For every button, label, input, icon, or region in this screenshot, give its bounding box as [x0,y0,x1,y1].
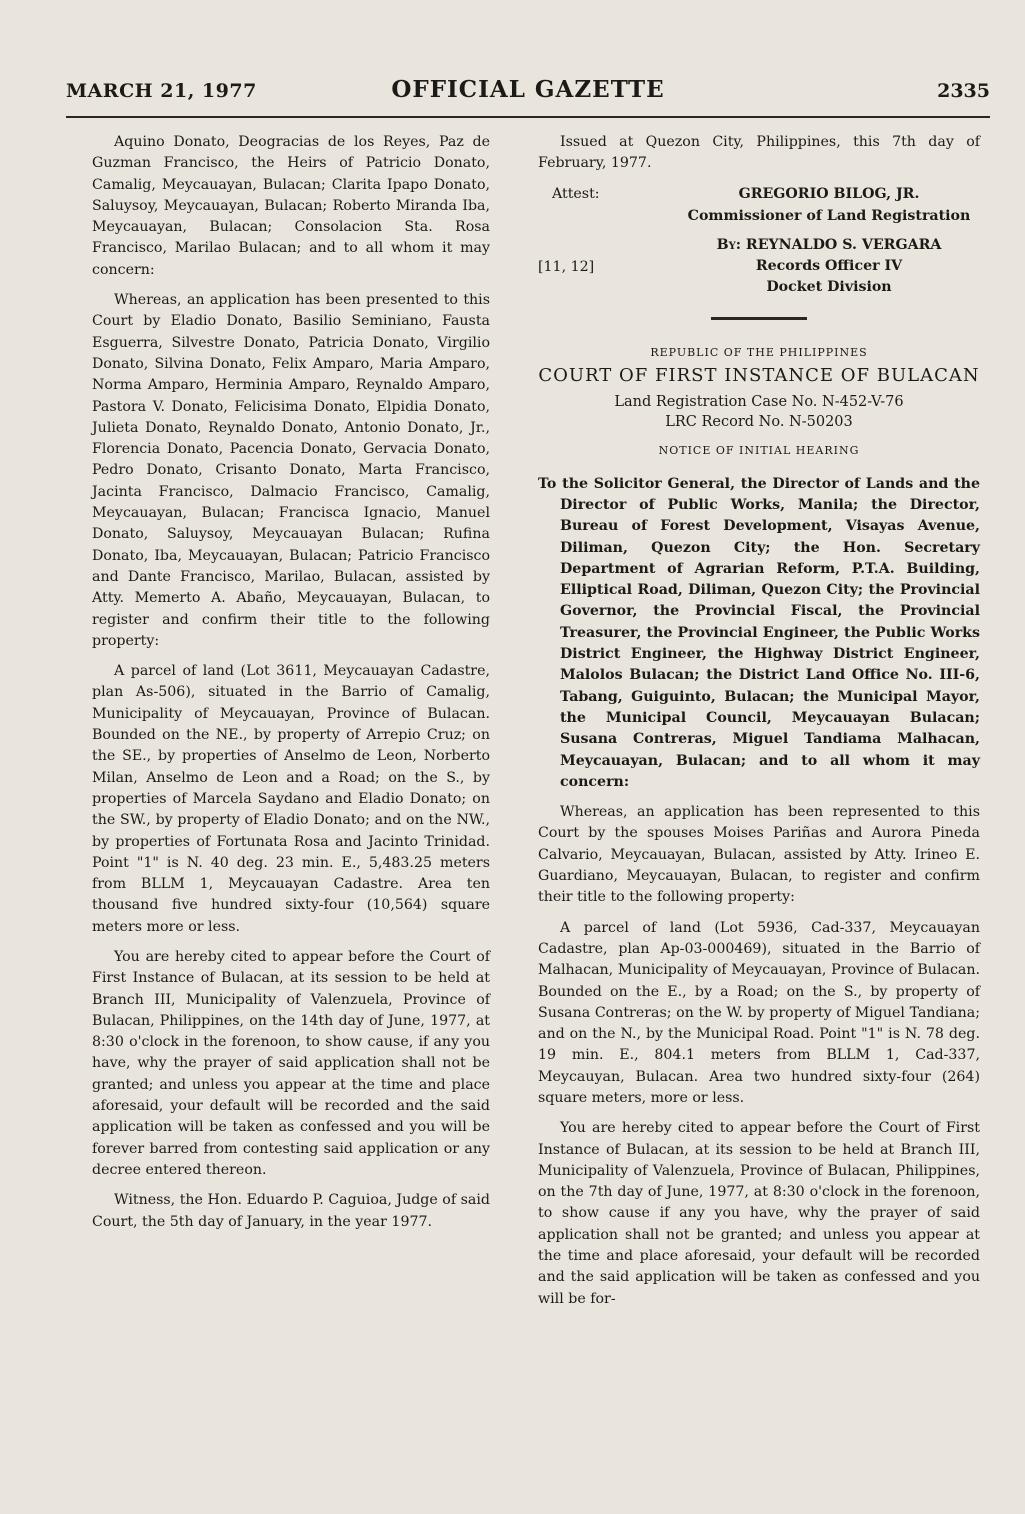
lrc-record-number: LRC Record No. N-50203 [665,414,853,431]
docket-reference: [11, 12] [538,258,595,275]
right-column [538,132,980,1319]
republic-heading: REPUBLIC OF THE PHILIPPINES [650,345,868,359]
page-number: 2335 [937,80,990,102]
attest-row [538,184,980,206]
notice-heading: NOTICE OF INITIAL HEARING [658,444,860,458]
parcel-description: A parcel of land (Lot 3611, Meycauayan Cadastre, plan As-506), situated in the Barrio of Camalig, Municipality of Meycauayan, Province of Bulacan. Bounded on the NE., by property of Arrepio Cruz; on the SE., by properties of Anselmo de Leon, Norberto Milan, Anselmo de Leon and a Road; on the S., by properties of Marcela Saydano and Eladio Donato; on the SW., by property of Eladio Donato; and on the NW., by properties of Fortunata Rosa and Jacinto Trinidad. Point "1" is N. 40 deg. 23 min. E., 5,483.25 meters from BLLM 1, Meycauayan Cadastre. Area ten thousand five hundred sixty-four (10,564) square meters more or less. [92,663,490,935]
citation-paragraph-right: You are hereby cited to appear before the Court of First Instance of Bulacan, at its session to be held at Branch III, Municipality of Valenzuela, Province of Bulacan, Philippines, on the 7th day of June, 1977, at 8:30 o'clock in the forenoon, to show cause if any you have, why the prayer of said application shall not be granted; and unless you appear at the time and place aforesaid, your default will be recorded and the said application will be taken as confessed and you will be for- [538,1120,980,1307]
records-officer-name: By: REYNALDO S. VERGARA [716,236,942,253]
left-column [92,132,490,1242]
page-header [66,76,990,118]
issued-statement: Issued at Quezon City, Philippines, this 7th day of February, 1977. [538,134,980,172]
signature-block [538,235,980,299]
whereas-paragraph-right: Whereas, an application has been represented to this Court by the spouses Moises Pariñas and Aurora Pineda Calvario, Meycauayan, Bulacan, assisted by Atty. Irineo E. Guardiano, Meycauayan, Bulacan, to register and confirm their title to the following property: [538,804,980,906]
case-number: Land Registration Case No. N-452-V-76 [614,394,904,411]
parcel-description-right: A parcel of land (Lot 5936, Cad-337, Meycauayan Cadastre, plan Ap-03-000469), situated in the Barrio of Malhacan, Municipality of Meycauayan, Province of Bulacan. Bounded on the E., by a Road; on the S., by property of Susana Contreras; on the W. by property of Miguel Tandiana; and on the N., by the Municipal Road. Point "1" is N. 78 deg. 19 min. E., 804.1 meters from BLLM 1, Cad-337, Meycauyan, Bulacan. Area two hundred sixty-four (264) square meters, more or less. [538,919,980,1106]
commissioner-title: Commissioner of Land Registration [687,207,971,224]
records-officer-title: Records Officer IV [755,258,903,275]
citation-paragraph: You are hereby cited to appear before the Court of First Instance of Bulacan, at its session to be held at Branch III, Municipality of Valenzuela, Province of Bulacan, Philippines, on the 14th day of June, 1977, at 8:30 o'clock in the forenoon, to show cause, if any you have, why the prayer of said application shall not be granted; and unless you appear at the time and place aforesaid, your default will be recorded and the said application will be taken as confessed and you will be forever barred from contesting said application or any decree entered thereon. [92,948,490,1178]
attest-label: Attest: [552,185,600,202]
section-divider [711,317,807,320]
docket-division: Docket Division [766,279,892,296]
commissioner-name: GREGORIO BILOG, JR. [738,185,920,202]
issue-date: MARCH 21, 1977 [66,80,257,102]
addressee-continuation: Aquino Donato, Deogracias de los Reyes, Paz de Guzman Francisco, the Heirs of Patricio Donato, Camalig, Meycauayan, Bulacan; Clarita Ipapo Donato, Saluysoy, Meycauayan, Bulacan; Roberto Miranda Iba, Meycauayan, Bulacan; Consolacion Sta. Rosa Francisco, Marilao Bulacan; and to all whom it may concern: [92,134,490,278]
witness-paragraph: Witness, the Hon. Eduardo P. Caguioa, Judge of said Court, the 5th day of January, in the year 1977. [92,1192,490,1230]
publication-title: OFFICIAL GAZETTE [391,76,665,103]
addressees-paragraph: To the Solicitor General, the Director of Lands and the Director of Public Works, Manila; the Director, Bureau of Forest Development, Visayas Avenue, Diliman, Quezon City; the Hon. Secretary Department of Agrarian Reform, P.T.A. Building, Elliptical Road, Diliman, Quezon City; the Provincial Governor, the Provincial Fiscal, the Provincial Treasurer, the Provincial Engineer, the Public Works District Engineer, the Highway District Engineer, Malolos Bulacan; the District Land Office No. III-6, Tabang, Guiguinto, Bulacan; the Municipal Mayor, the Municipal Council, Meycauayan Bulacan; Susana Contreras, Miguel Tandiama Malhacan, Meycauayan, Bulacan; and to all whom it may concern: [538,475,980,790]
whereas-paragraph: Whereas, an application has been presented to this Court by Eladio Donato, Basilio Seminiano, Fausta Esguerra, Silvestre Donato, Patricia Donato, Virgilio Donato, Silvina Donato, Felix Amparo, Maria Amparo, Norma Amparo, Herminia Amparo, Reynaldo Amparo, Pastora V. Donato, Felicisima Donato, Elpidia Donato, Julieta Donato, Reynaldo Donato, Antonio Donato, Jr., Florencia Donato, Pacencia Donato, Gervacia Donato, Pedro Donato, Crisanto Donato, Marta Francisco, Jacinta Francisco, Dalmacio Francisco, Camalig, Meycauayan, Bulacan; Francisca Ignacio, Manuel Donato, Saluysoy, Meycauayan Bulacan; Rufina Donato, Iba, Meycauayan, Bulacan; Patricio Francisco and Dante Francisco, Marilao, Bulacan, assisted by Atty. Memerto A. Abaño, Meycauayan, Bulacan, to register and confirm their title to the following property: [92,292,490,649]
court-heading: COURT OF FIRST INSTANCE OF BULACAN [538,365,980,387]
